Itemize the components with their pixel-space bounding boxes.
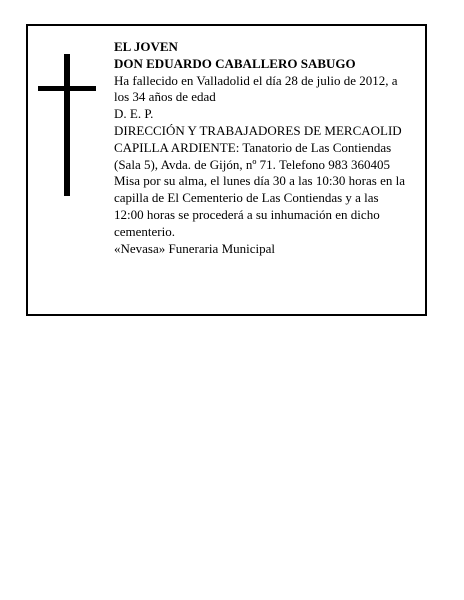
cross-vertical-bar [64, 54, 70, 196]
deceased-name: DON EDUARDO CABALLERO SABUGO [114, 55, 356, 71]
funeral-home-line: «Nevasa» Funeraria Municipal [114, 240, 276, 256]
dep-line: D. E. P. [114, 106, 154, 122]
mass-line-1: Misa por su alma, el lunes día 30 a las 10:30 horas en la [114, 173, 405, 189]
death-info-line-2: los 34 años de edad [114, 89, 216, 105]
chapel-line-1: CAPILLA ARDIENTE: Tanatorio de Las Contiendas [114, 139, 392, 155]
obituary-text [114, 39, 426, 257]
death-info-line-1: Ha fallecido en Valladolid el día 28 de julio de 2012, a [114, 72, 398, 88]
chapel-line-2: (Sala 5), Avda. de Gijón, nº 71. Telefono 983 360405 [114, 156, 390, 172]
mourners-line: DIRECCIÓN Y TRABAJADORES DE MERCAOLID [114, 122, 402, 138]
heading-el-joven: EL JOVEN [114, 39, 178, 54]
mass-line-4: cementerio. [114, 223, 175, 239]
mass-line-3: 12:00 horas se procederá a su inhumación en dicho [114, 206, 380, 222]
cross-horizontal-bar [38, 86, 96, 91]
mass-line-2: capilla de El Cementerio de Las Contiendas y a las [114, 190, 379, 206]
